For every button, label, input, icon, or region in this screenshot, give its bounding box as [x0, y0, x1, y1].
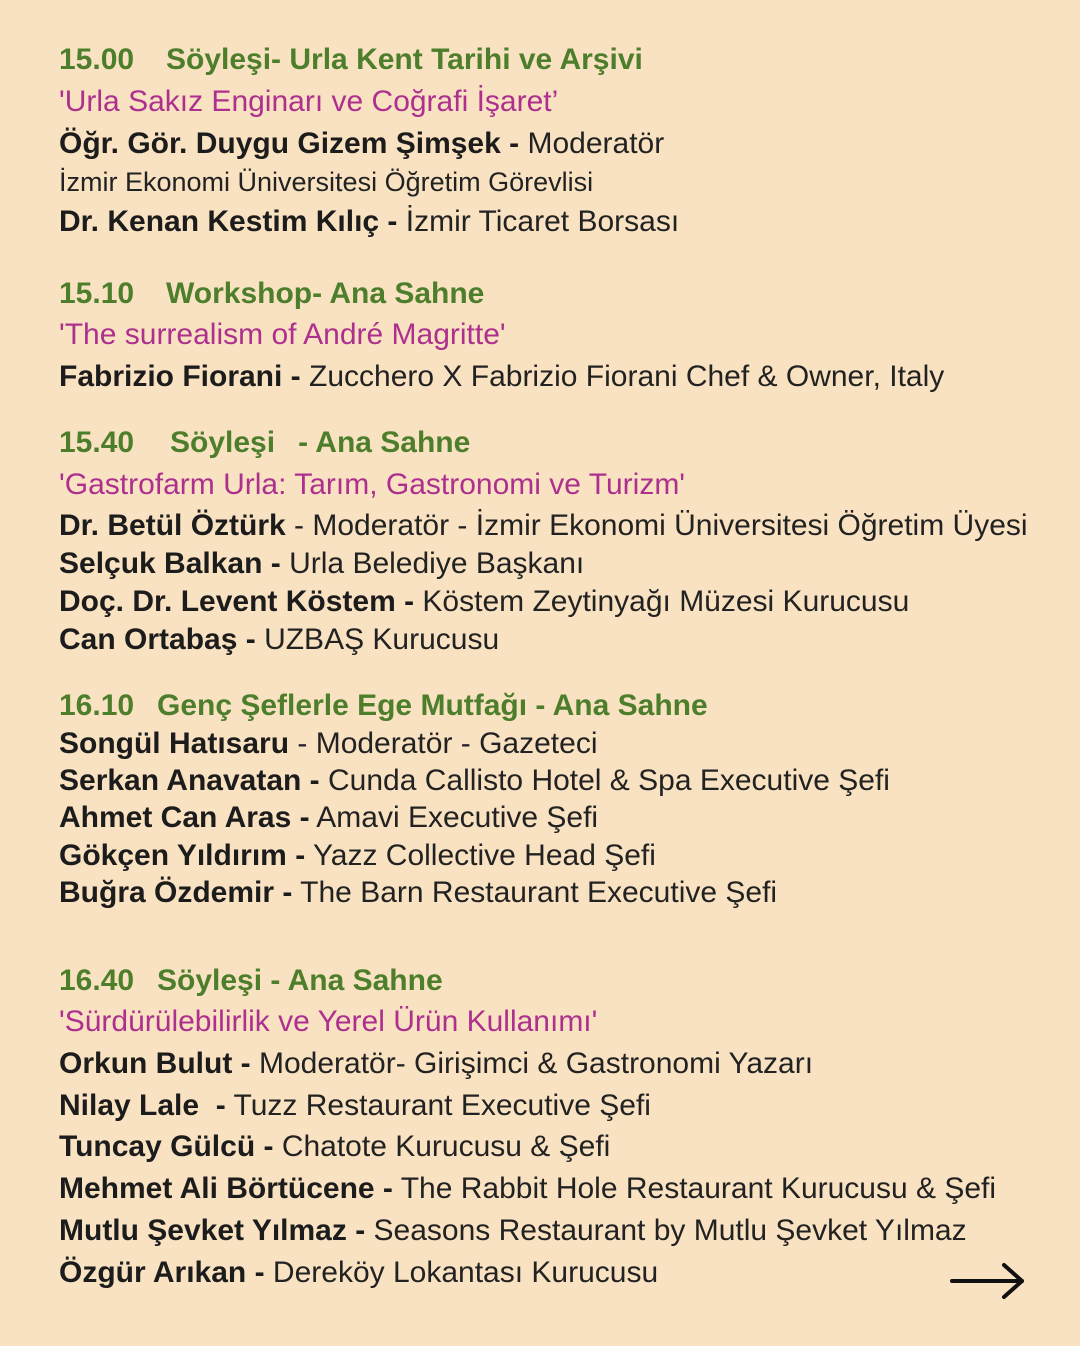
speaker-name: Ahmet Can Aras - — [59, 801, 310, 834]
arrow-right-icon — [948, 1261, 1028, 1301]
speaker-name: Özgür Arıkan - — [59, 1256, 265, 1289]
speaker-role: Moderatör — [527, 127, 665, 160]
speaker-name: Selçuk Balkan - — [59, 547, 281, 580]
speaker-row — [59, 202, 679, 242]
speaker-role: Tuzz Restaurant Executive Şefi — [233, 1089, 651, 1122]
speaker-row — [59, 620, 499, 660]
session-time: 16.10 — [59, 689, 135, 722]
session-heading — [59, 686, 708, 726]
speaker-role: Urla Belediye Başkanı — [289, 547, 585, 580]
session-heading — [59, 274, 484, 314]
speaker-name: Serkan Anavatan - — [59, 764, 320, 797]
speaker-role: Zucchero X Fabrizio Fiorani Chef & Owner, Italy — [309, 360, 945, 393]
speaker-row — [59, 1127, 610, 1167]
speaker-name: Fabrizio Fiorani - — [59, 360, 301, 393]
session-venue: - Ana Sahne — [298, 426, 471, 459]
session-time: 15.40 — [59, 426, 135, 459]
speaker-name: Tuncay Gülcü - — [59, 1130, 274, 1163]
session-title: Söyleşi- Urla Kent Tarihi ve Arşivi — [166, 43, 643, 76]
session-subtitle: 'Sürdürülebilirlik ve Yerel Ürün Kullanımı' — [59, 1005, 598, 1038]
speaker-role: The Barn Restaurant Executive Şefi — [300, 876, 778, 909]
session-subtitle: 'Urla Sakız Enginarı ve Coğrafi İşaret’ — [59, 85, 559, 118]
session-heading — [59, 961, 443, 1001]
session-title: Workshop- Ana Sahne — [166, 277, 485, 310]
speaker-row — [59, 506, 1028, 546]
speaker-role: The Rabbit Hole Restaurant Kurucusu & Şefi — [400, 1172, 997, 1205]
speaker-name: Mutlu Şevket Yılmaz - — [59, 1214, 366, 1247]
speaker-role: Chatote Kurucusu & Şefi — [281, 1130, 611, 1163]
speaker-role: Moderatör- Girişimci & Gastronomi Yazarı — [259, 1047, 814, 1080]
session-title: Söyleşi - Ana Sahne — [157, 964, 443, 997]
speaker-role: - Moderatör - Gazeteci — [297, 727, 598, 760]
session-time: 15.10 — [59, 277, 135, 310]
speaker-name: Öğr. Gör. Duygu Gizem Şimşek - — [59, 127, 520, 160]
speaker-row — [59, 357, 944, 397]
speaker-name: Mehmet Ali Börtücene - — [59, 1172, 393, 1205]
speaker-role: Köstem Zeytinyağı Müzesi Kurucusu — [422, 585, 910, 618]
speaker-name: Songül Hatısaru — [59, 727, 290, 760]
session-time: 16.40 — [59, 964, 135, 997]
speaker-role: İzmir Ticaret Borsası — [405, 205, 680, 238]
speaker-row — [59, 124, 664, 164]
session-heading — [59, 40, 643, 80]
speaker-row — [59, 836, 656, 876]
speaker-row — [59, 582, 909, 622]
speaker-row — [59, 544, 584, 584]
speaker-role: Cunda Callisto Hotel & Spa Executive Şefi — [328, 764, 890, 797]
session-heading — [59, 423, 470, 463]
speaker-row — [59, 1044, 813, 1084]
speaker-row — [59, 1169, 996, 1209]
speaker-role: Seasons Restaurant by Mutlu Şevket Yılmaz — [373, 1214, 967, 1247]
speaker-role: UZBAŞ Kurucusu — [264, 623, 500, 656]
speaker-name: Orkun Bulut - — [59, 1047, 251, 1080]
session-time: 15.00 — [59, 43, 135, 76]
speaker-note: İzmir Ekonomi Üniversitesi Öğretim Görevlisi — [59, 167, 594, 197]
speaker-role: - Moderatör - İzmir Ekonomi Üniversitesi Öğretim Üyesi — [294, 509, 1028, 542]
speaker-role: Yazz Collective Head Şefi — [312, 839, 656, 872]
speaker-name: Dr. Betül Öztürk — [59, 509, 286, 542]
session-subtitle: 'The surrealism of André Magritte' — [59, 318, 506, 351]
speaker-name: Can Ortabaş - — [59, 623, 256, 656]
speaker-name: Dr. Kenan Kestim Kılıç - — [59, 205, 398, 238]
session-title: Genç Şeflerle Ege Mutfağı - Ana Sahne — [157, 689, 708, 722]
speaker-name: Nilay Lale - — [59, 1089, 226, 1122]
speaker-role: Dereköy Lokantası Kurucusu — [272, 1256, 659, 1289]
session-title: Söyleşi — [170, 426, 276, 459]
speaker-name: Doç. Dr. Levent Köstem - — [59, 585, 415, 618]
speaker-row — [59, 1253, 658, 1293]
speaker-name: Gökçen Yıldırım - — [59, 839, 306, 872]
speaker-row — [59, 1086, 651, 1126]
speaker-row — [59, 1211, 967, 1251]
speaker-name: Buğra Özdemir - — [59, 876, 293, 909]
speaker-row — [59, 761, 890, 801]
speaker-row — [59, 798, 598, 838]
session-subtitle: 'Gastrofarm Urla: Tarım, Gastronomi ve Turizm' — [59, 468, 686, 501]
speaker-row — [59, 724, 597, 764]
speaker-row — [59, 873, 777, 913]
speaker-role: Amavi Executive Şefi — [316, 801, 599, 834]
